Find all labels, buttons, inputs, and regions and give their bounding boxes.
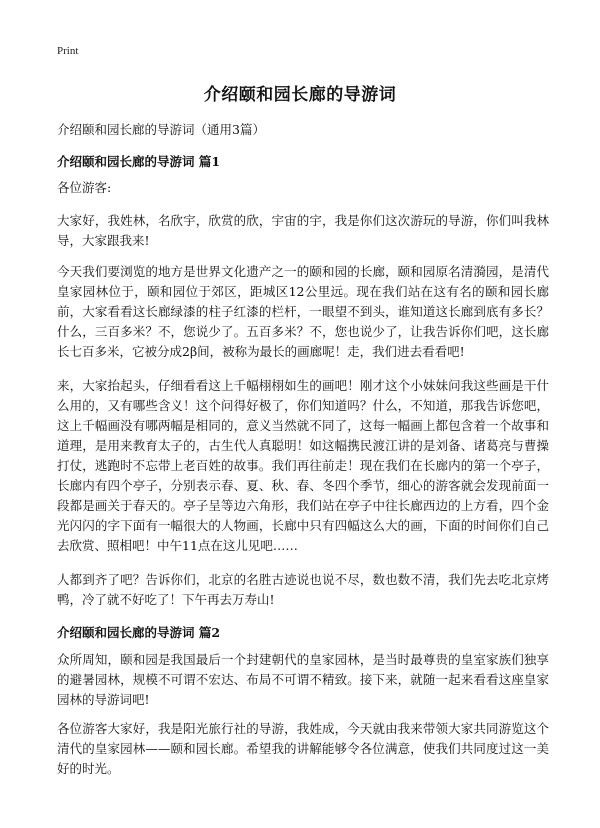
document-subtitle: 介绍颐和园长廊的导游词（通用3篇） <box>57 122 265 137</box>
paragraph: 人都到齐了吧？告诉你们，北京的名胜古迹说也说不尽，数也数不清，我们先去吃北京烤鸭，冷了就不好吃了！下午再去万寿山! <box>57 572 549 607</box>
section-heading-2: 介绍颐和园长廊的导游词 篇2 <box>57 625 221 640</box>
paragraph: 众所周知，颐和园是我国最后一个封建朝代的皇家园林，是当时最尊贵的皇室家族们独享的避暑园林，规模不可谓不宏达、布局不可谓不精致。接下来，就随一起来看看这座皇家园林的导游词吧! <box>57 652 549 707</box>
paragraph: 各位游客: <box>57 180 112 195</box>
print-link[interactable]: Print <box>57 45 79 57</box>
page-title: 介绍颐和园长廊的导游词 <box>203 85 397 105</box>
paragraph: 今天我们要浏览的地方是世界文化遗产之一的颐和园的长廊，颐和园原名清漪园，是清代皇家园林位于，颐和园位于郊区，距城区12公里远。现在我们站在这有名的颐和园长廊前，大家看看这长廊绿漆的柱子红漆的栏杆，一眼望不到头，谁知道这长廊到底有多长？什么，三百多米？不，您说少了。五百多米？不，您也说少了，让我告诉你们吧，这长廊长七百多米，它被分成2β间，被称为最长的画廊呢！走，我们进去看看吧! <box>57 264 549 359</box>
paragraph: 大家好，我姓林，名欣宇，欣赏的欣，宇宙的宇，我是你们这次游玩的导游，你们叫我林导，大家跟我来! <box>57 213 549 248</box>
section-heading-1: 介绍颐和园长廊的导游词 篇1 <box>57 154 221 169</box>
paragraph: 来，大家抬起头，仔细看看这上千幅栩栩如生的画吧！刚才这个小妹妹问我这些画是干什么用的，又有哪些含义！这个问得好极了，你们知道吗？什么，不知道，那我告诉您吧，这上千幅画没有哪两幅是相同的，意义当然就不同了，这每一幅画上都包含着一个故事和道理，是用来教育太子的，古生代人真聪明！如这幅携民渡江讲的是刘备、诸葛亮与曹操打仗，逃跑时不忘带上老百姓的故事。我们再往前走！现在我们在长廊内的第一个亭子，长廊内有四个亭子，分别表示春、夏、秋、春、冬四个季节，细心的游客就会发现前面一段都是画关于春天的。亭子呈等边六角形，我们站在亭子中往长廊西边的上方看，四个金光闪闪的字下面有一幅很大的人物画，长廊中只有四幅这么大的画，下面的时间你们自己去欣赏、照相吧！中午11点在这儿见吧…… <box>57 378 549 553</box>
paragraph: 各位游客大家好，我是阳光旅行社的导游，我姓成，今天就由我来带领大家共同游览这个清代的皇家园林——颐和园长廊。希望我的讲解能够令各位满意，使我们共同度过这一美好的时光。 <box>57 721 549 776</box>
